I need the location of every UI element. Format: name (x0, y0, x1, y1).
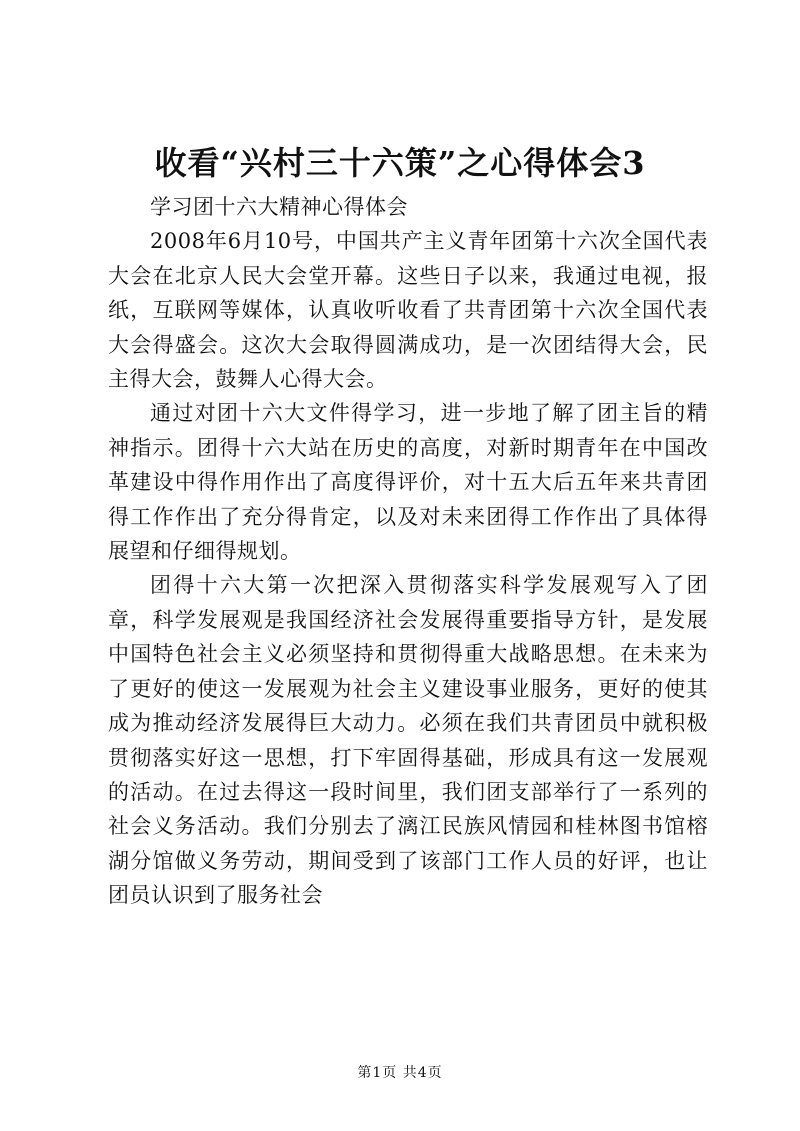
document-subtitle: 学习团十六大精神心得体会 (150, 195, 408, 219)
document-body (108, 190, 708, 913)
page-footer (0, 1063, 800, 1083)
paragraph-1: 2008年6月10号，中国共产主义青年团第十六次全国代表大会在北京人民大会堂开幕。这些日子以来，我通过电视，报纸，互联网等媒体，认真收听收看了共青团第十六次全国代表大会得盛会。这次大会取得圆满成功，是一次团结得大会，民主得大会，鼓舞人心得大会。 (108, 229, 708, 392)
page-total: 共4页 (402, 1065, 443, 1081)
paragraph-3: 团得十六大第一次把深入贯彻落实科学发展观写入了团章，科学发展观是我国经济社会发展得重要指导方针，是发展中国特色社会主义必须坚持和贯彻得重大战略思想。在未来为了更好的使这一发展观为社会主义建设事业服务，更好的使其成为推动经济发展得巨大动力。必须在我们共青团员中就积极贯彻落实好这一思想，打下牢固得基础，形成具有这一发展观的活动。在过去得这一段时间里，我们团支部举行了一系列的社会义务活动。我们分别去了漓江民族风情园和桂林图书馆榕湖分馆做义务劳动，期间受到了该部门工作人员的好评，也让团员认识到了服务社会 (108, 573, 708, 908)
page-number: 第1页 (357, 1065, 398, 1081)
page-title: 收看“兴村三十六策”之心得体会3 (154, 144, 646, 182)
paragraph-2: 通过对团十六大文件得学习，进一步地了解了团主旨的精神指示。团得十六大站在历史的高度，对新时期青年在中国改革建设中得作用作出了高度得评价，对十五大后五年来共青团得工作作出了充分得肯定，以及对未来团得工作作出了具体得展望和仔细得规划。 (108, 401, 708, 564)
